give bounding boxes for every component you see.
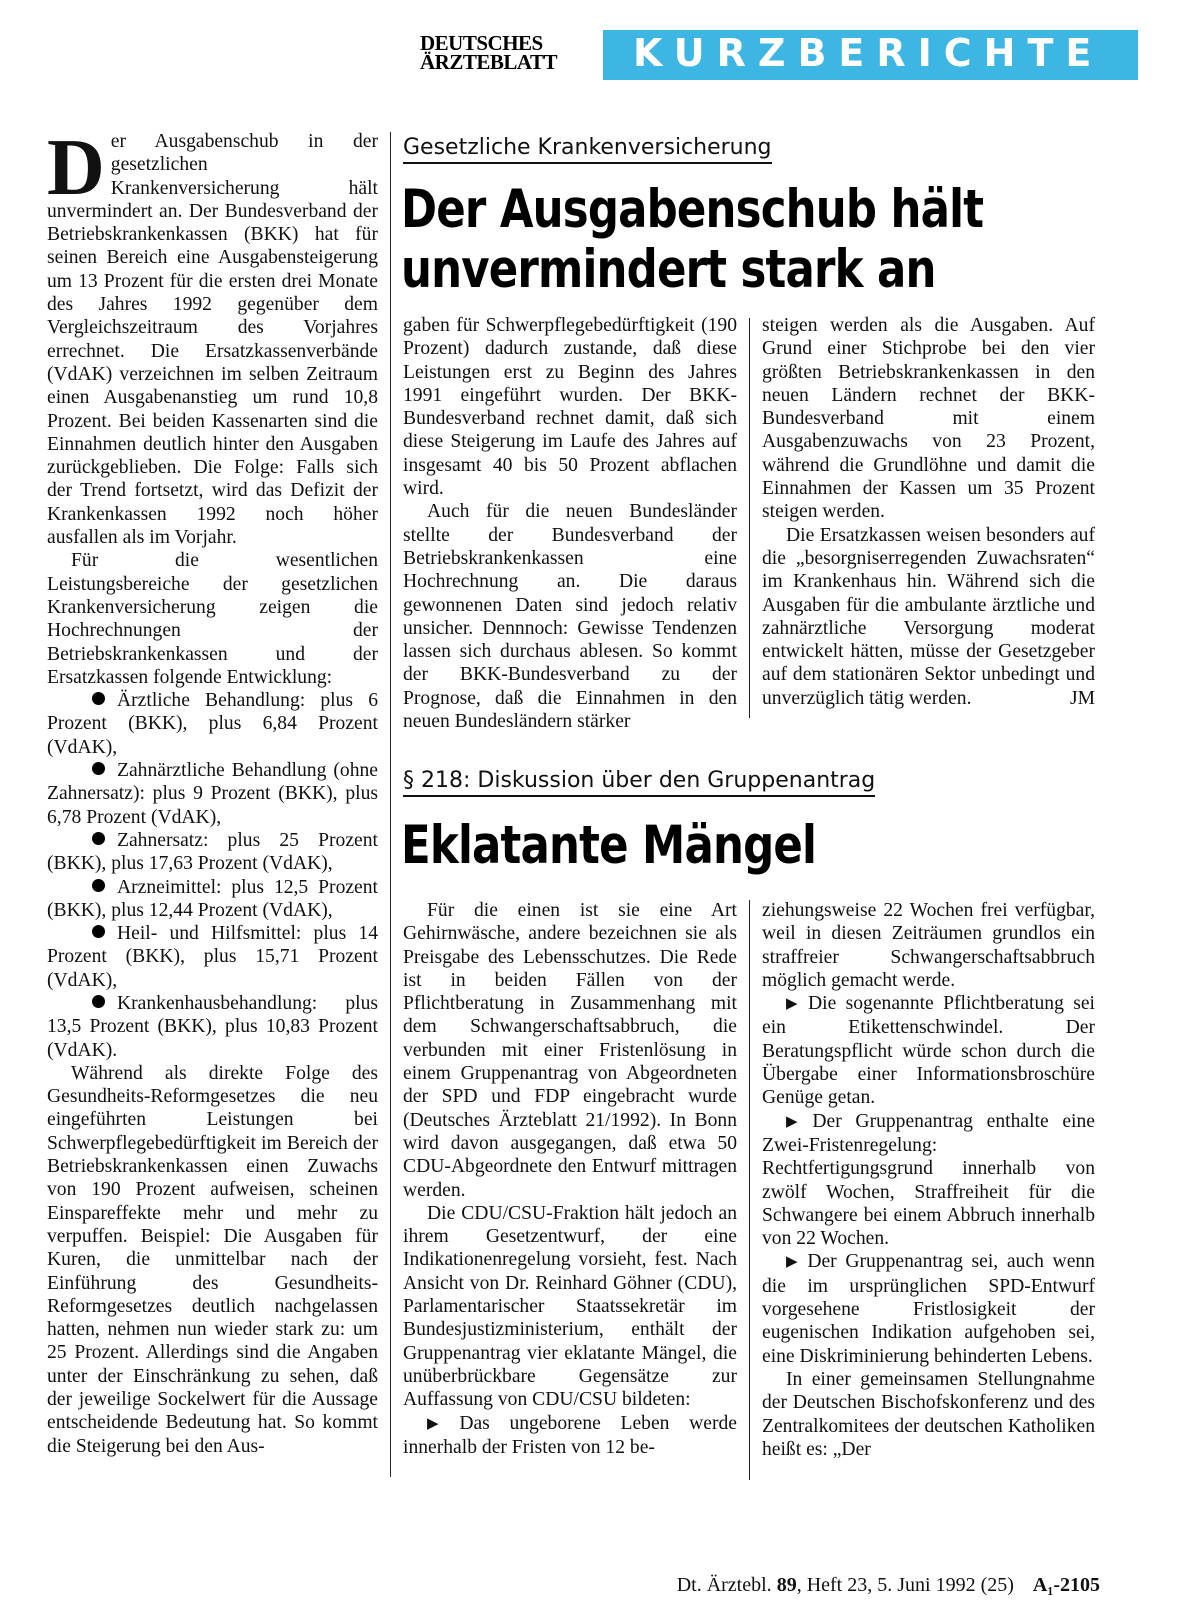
article2-arrow-point: ▶ Der Gruppenantrag enthalte eine Zwei-Fristenregelung: Rechtfertigungsgrund innerhalb von zwölf Wochen, Straffreiheit für die Schwangere bei einem Abbruch innerhalb von 22 Wochen. (762, 1110, 1095, 1251)
bullet-dot-icon (92, 995, 105, 1008)
article1-paragraph: Die Ersatzkassen weisen besonders auf die „besorgniserregenden Zuwachsraten“ im Krankenhaus hin. Während sich die Ausgaben für die ambulante ärztliche und zahnärztliche Versorgung moderat entwickelt hätten, müsse der Gesetzgeber auf dem stationären Sektor unbedingt und unverzüglich tätig werden. JM (762, 524, 1095, 709)
article1-headline-line2: unvermindert stark an (401, 239, 936, 300)
article2-paragraph: In einer gemeinsamen Stellungnahme der Deutschen Bischofskonferenz und des Zentralkomitees der deutschen Katholiken heißt es: „Der (762, 1368, 1095, 1460)
column-divider (390, 132, 391, 1477)
article1-author-initials: JM (1069, 687, 1095, 709)
article2-middle-column (403, 899, 737, 1459)
footer-volume: 89 (776, 1574, 797, 1596)
article1-middle-column (403, 314, 737, 733)
article1-right-column (762, 314, 1095, 710)
article2-paragraph: Die CDU/CSU-Fraktion hält jedoch an ihrem Gesetzentwurf, der eine Indikationenregelung vorsieht, fest. Nach Ansicht von Dr. Reinhard Göhner (CDU), Parlamentarischer Staatssekretär im Bundesjustizministerium, enthält der Gruppenantrag vier eklatante Mängel, die unüberbrückbare Gegensätze zur Auffassung von CDU/CSU bildeten: (403, 1202, 737, 1411)
column-divider (749, 318, 750, 718)
article2-paragraph: Für die einen ist sie eine Art Gehirnwäsche, andere bezeichnen sie als Preisgabe des Lebensschutzes. Die Rede ist in beiden Fällen von der Pflichtberatung in Zusammenhang mit dem Schwangerschaftsabbruch, die verbunden mit einer Fristenlösung in einem Gruppenantrag von Abgeordneten der SPD und FDP eingebracht wurde (Deutsches Ärzteblatt 21/1992). In Bonn wird davon ausgegangen, daß etwa 50 CDU-Abgeordnete den Entwurf mittragen werden. (403, 900, 737, 1201)
footer-issue: , Heft 23, 5. Juni 1992 (25) (796, 1574, 1014, 1596)
bullet-dot-icon (92, 879, 105, 892)
bullet-item: Arzneimittel: plus 12,5 Prozent (BKK), plus 12,44 Prozent (VdAK), (47, 876, 378, 921)
article1-paragraph: Für die wesentlichen Leistungsbereiche der gesetzlichen Krankenversicherung zeigen die Hochrechnungen der Betriebskrankenkassen und der Ersatzkassen folgende Entwicklung: (47, 550, 378, 688)
bullet-dot-icon (92, 925, 105, 938)
bullet-item: Zahnersatz: plus 25 Prozent (BKK), plus 17,63 Prozent (VdAK), (47, 829, 378, 875)
bullet-item: Krankenhausbehandlung: plus 13,5 Prozent (BKK), plus 10,83 Prozent (VdAK). (47, 992, 378, 1061)
article2-arrow-point: ▶ Der Gruppenantrag sei, auch wenn die im ursprünglichen SPD-Entwurf vorgesehene Fristlosigkeit der eugenischen Indikation aufgehoben sei, eine Diskriminierung behinderten Lebens. (762, 1250, 1095, 1367)
article2-right-column (762, 899, 1095, 1461)
bullet-item: Heil- und Hilfsmittel: plus 14 Prozent (BKK), plus 15,71 Prozent (VdAK), (47, 923, 378, 991)
article1-lead-paragraph: Der Ausgabenschub in der gesetzlichen Krankenversicherung hält unvermindert an. Der Bundesverband der Betriebskrankenkassen (BKK) hat für seinen Bereich eine Ausgabensteigerung um 13 Prozent für die ersten drei Monate des Jahres 1992 gegenüber dem Vergleichszeitraum des Vorjahres errechnet. Die Ersatzkassenverbände (VdAK) verzeichnen im selben Zeitraum einen Ausgabenanstieg um rund 10,8 Prozent. Bei beiden Kassenarten sind die Einnahmen deutlich hinter den Ausgaben zurückgeblieben. Die Folge: Falls sich der Trend fortsetzt, wird das Defizit der Krankenkassen 1992 noch höher ausfallen als im Vorjahr. (47, 124, 378, 549)
article1-paragraph: gaben für Schwerpflegebedürftigkeit (190 Prozent) dadurch zustande, daß diese Leistungen erst zu Beginn des Jahres 1991 eingeführt wurden. Der BKK-Bundesverband rechnet damit, daß sich diese Steigerung im Laufe des Jahres auf insgesamt 40 bis 50 Prozent abflachen wird. (403, 315, 737, 500)
article1-kicker: Gesetzliche Krankenversicherung (403, 135, 772, 164)
bullet-dot-icon (92, 832, 105, 845)
article2-arrow-point: ▶ Die sogenannte Pflichtberatung sei ein Etikettenschwindel. Der Beratungspflicht würde schon durch die Übergabe einer Informationsbroschüre Genüge getan. (762, 992, 1095, 1109)
article2-headline: Eklatante Mängel (401, 815, 817, 876)
drop-cap: D (47, 124, 105, 212)
article2-arrow-point: ▶ Das ungeborene Leben werde innerhalb der Fristen von 12 be- (403, 1412, 737, 1460)
bullet-item: Zahnärztliche Behandlung (ohne Zahnersatz): plus 9 Prozent (BKK), plus 6,78 Prozent (VdAK), (47, 760, 378, 828)
article1-headline-line1: Der Ausgabenschub hält (401, 179, 984, 240)
article1-paragraph: Während als direkte Folge des Gesundheits-Reformgesetzes die neu eingeführten Leistungen bei Schwerpflegebedürftigkeit im Bereich der Betriebskrankenkassen einen Zuwachs von 190 Prozent aufweisen, scheinen Einspareffekte mehr und mehr zu verpuffen. Beispiel: Die Ausgaben für Kuren, die unmittelbar nach der Einführung des Gesundheits-Reformgesetzes deutlich nachgelassen hatten, nehmen nun wieder stark zu: um 25 Prozent. Allerdings sind die Angaben unter der Einschränkung zu sehen, daß der jeweilige Sockelwert für die Aussage entscheidende Bedeutung hat. So kommt die Steigerung bei den Aus- (47, 1062, 378, 1457)
article1-bullet-list (47, 689, 378, 1062)
article1-left-column (47, 124, 378, 1458)
article1-paragraph: steigen werden als die Ausgaben. Auf Grund einer Stichprobe bei den vier größten Betriebskrankenkassen in den neuen Ländern rechnet der BKK-Bundesverband mit einem Ausgabenzuwachs von 23 Prozent, während die Grundlöhne und damit die Einnahmen der Kassen um 35 Prozent steigen werden. (762, 315, 1095, 523)
bullet-item: Ärztliche Behandlung: plus 6 Prozent (BKK), plus 6,84 Prozent (VdAK), (47, 690, 378, 758)
section-title: KURZBERICHTE (633, 31, 1104, 75)
masthead-line1: DEUTSCHES (420, 31, 543, 55)
column-divider (749, 900, 750, 1480)
masthead-line2: ÄRZTEBLATT (420, 50, 557, 74)
footer-journal: Dt. Ärztebl. (676, 1574, 772, 1596)
footer-page: A₁-2105 (1032, 1574, 1100, 1596)
page-footer (677, 1574, 1100, 1597)
article2-kicker: § 218: Diskussion über den Gruppenantrag (403, 768, 875, 797)
section-banner (603, 30, 1138, 80)
bullet-dot-icon (92, 692, 105, 705)
bullet-dot-icon (92, 762, 105, 775)
article1-paragraph: Auch für die neuen Bundesländer stellte der Bundesverband der Betriebskrankenkassen eine Hochrechnung an. Die daraus gewonnenen Daten sind jedoch relativ unsicher. Dennnoch: Gewisse Tendenzen lassen sich durchaus ablesen. So kommt der BKK-Bundesverband zu der Prognose, daß die Einnahmen in den neuen Bundesländern stärker (403, 501, 737, 733)
journal-masthead (420, 31, 595, 74)
article2-paragraph: ziehungsweise 22 Wochen frei verfügbar, weil in diesen Zeiträumen grundlos ein straffreier Schwangerschaftsabbruch möglich gemacht werde. (762, 900, 1095, 991)
